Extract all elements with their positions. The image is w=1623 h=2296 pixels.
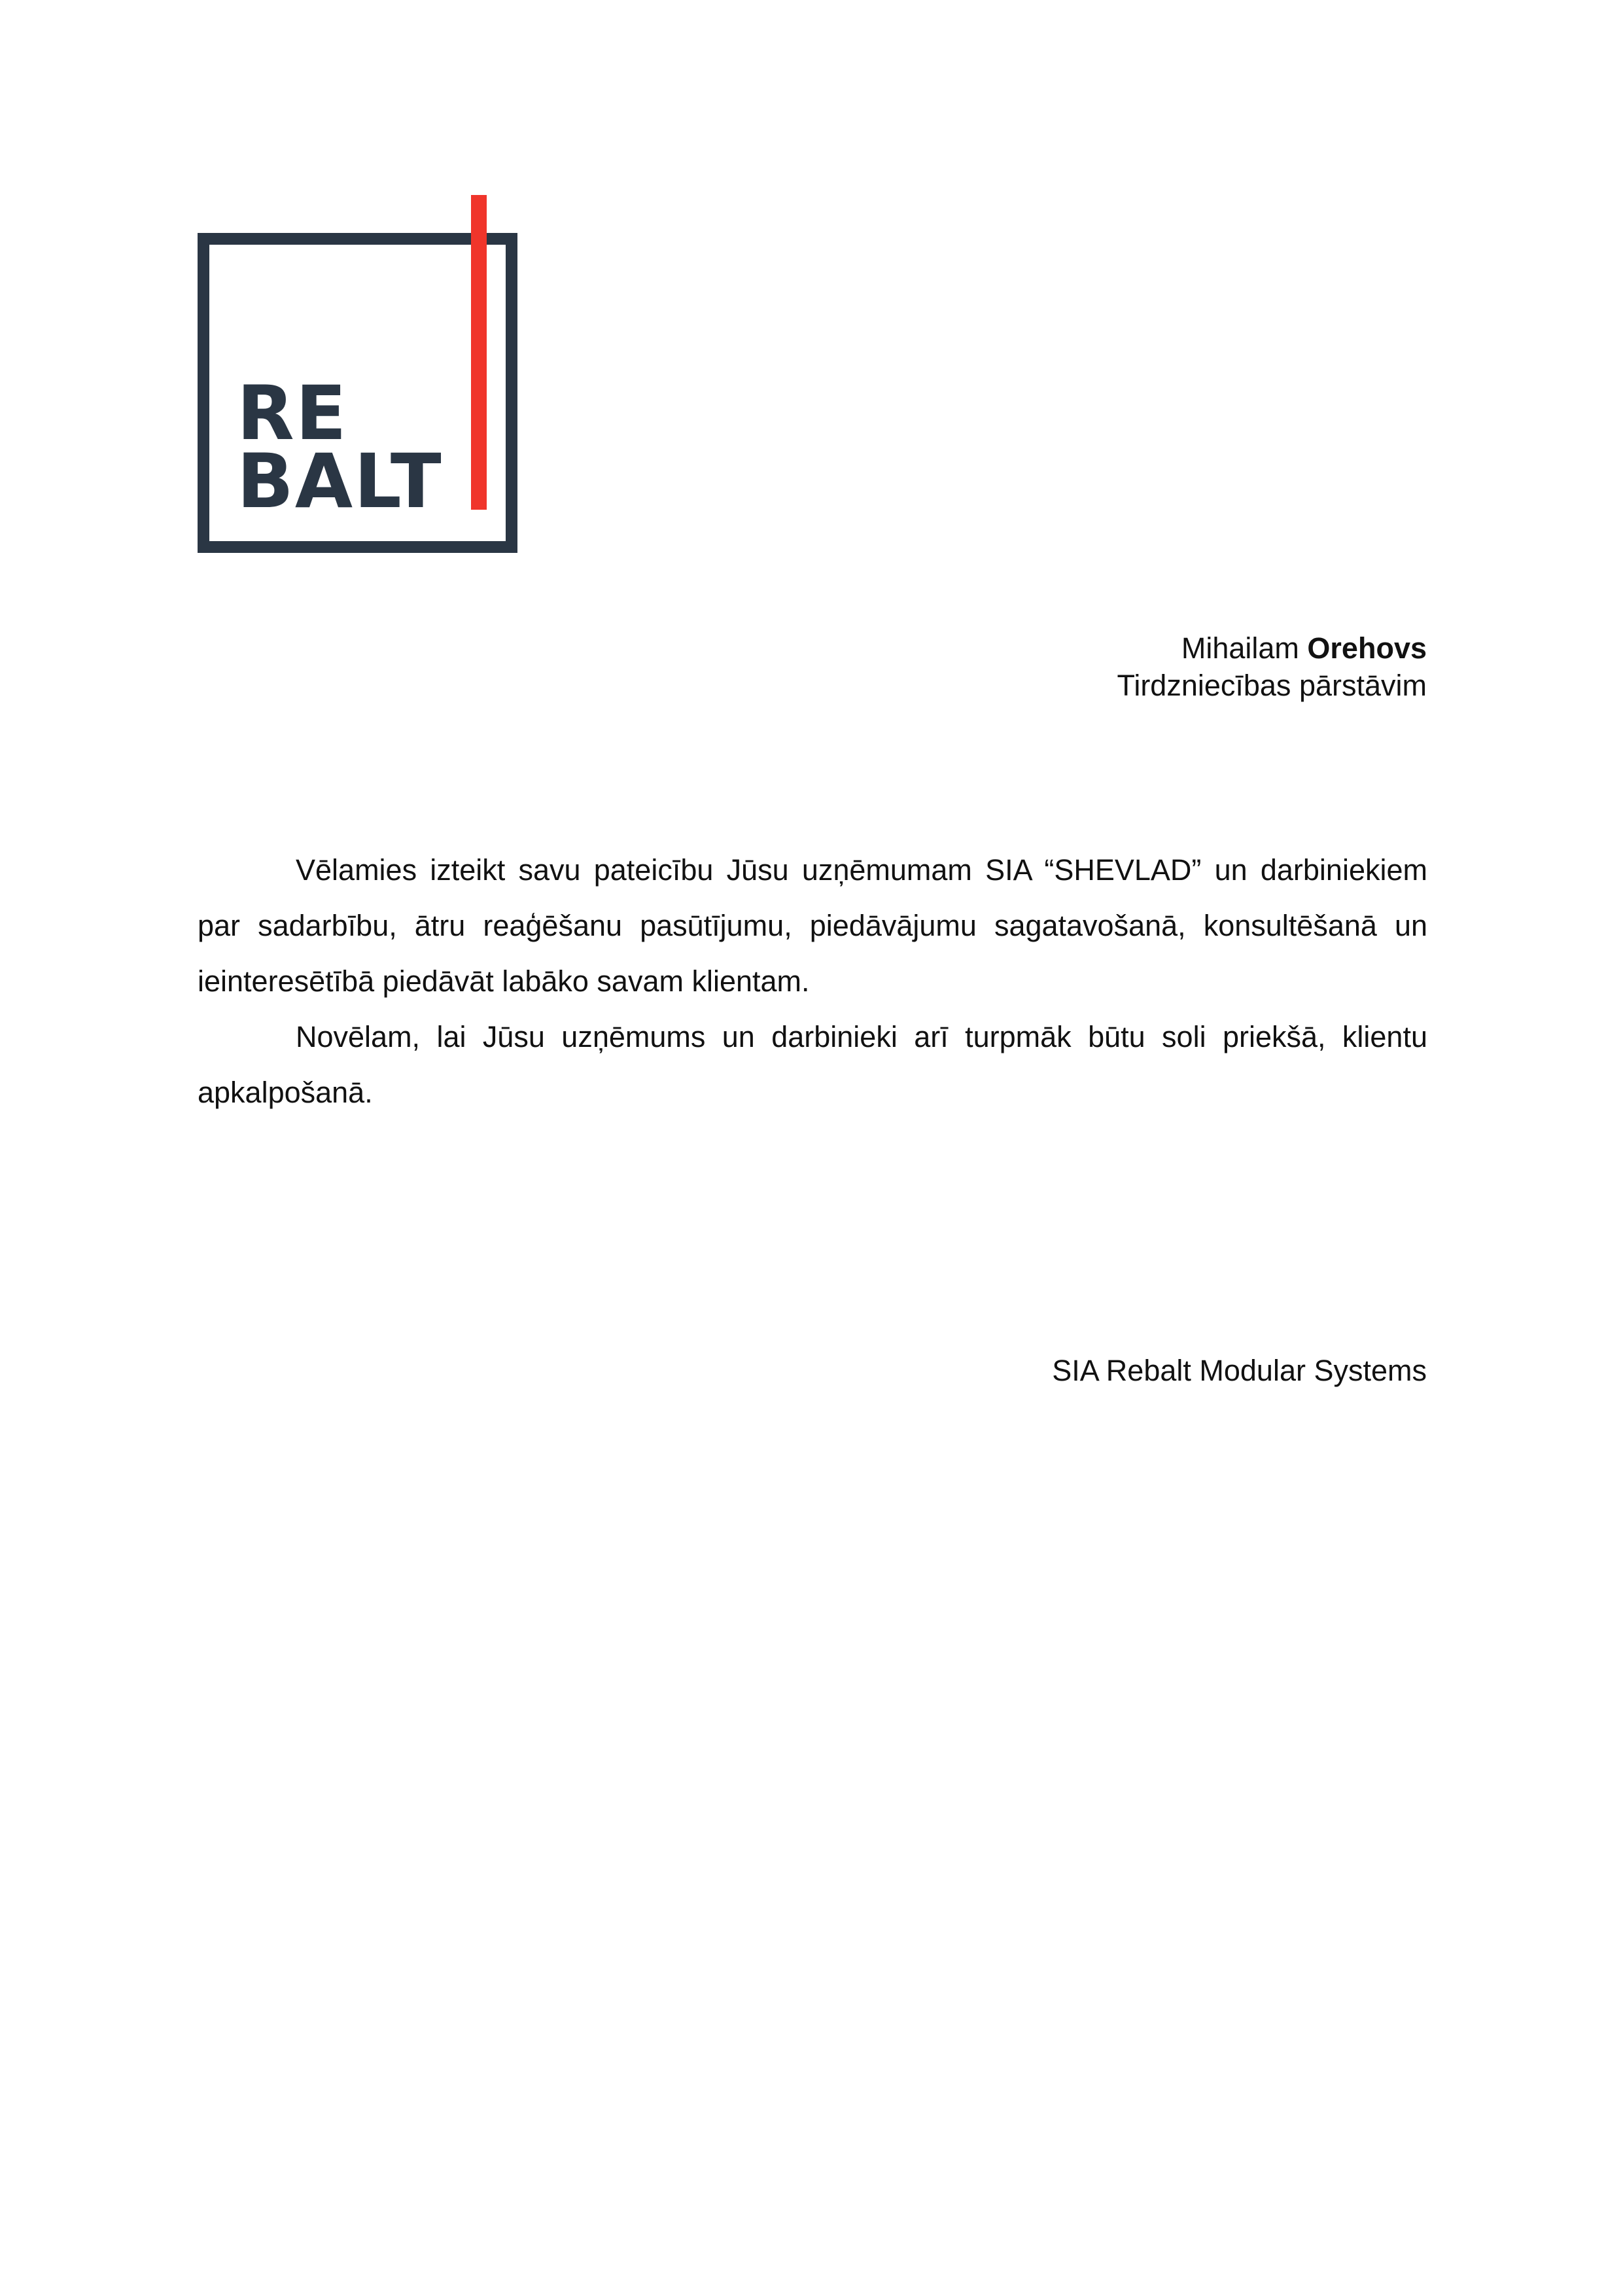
rebalt-logo	[198, 195, 525, 556]
letter-body	[198, 842, 1427, 1120]
logo-wordmark	[237, 370, 443, 525]
recipient-name-line	[1117, 629, 1427, 667]
logo-accent-bar	[471, 195, 487, 510]
recipient-surname: Orehovs	[1307, 631, 1427, 665]
recipient-first-name: Mihailam	[1181, 631, 1299, 665]
recipient-title: Tirdzniecības pārstāvim	[1117, 669, 1427, 702]
body-paragraph-1: Vēlamies izteikt savu pateicību Jūsu uzņēmumam SIA “SHEVLAD” un darbiniekiem par sadarbību, ātru reaģēšanu pasūtījumu, piedāvājumu sagatavošanā, konsultēšanā un ieinteresētībā piedāvāt labāko savam klientam.	[198, 853, 1427, 998]
body-paragraph-2: Novēlam, lai Jūsu uzņēmums un darbinieki arī turpmāk būtu soli priekšā, klientu apkalpošanā.	[198, 1020, 1427, 1109]
signature-company: SIA Rebalt Modular Systems	[1052, 1354, 1427, 1387]
logo-line-2: BALT	[237, 438, 443, 525]
logo-line-1: RE	[237, 370, 348, 457]
recipient-block	[1117, 629, 1427, 704]
